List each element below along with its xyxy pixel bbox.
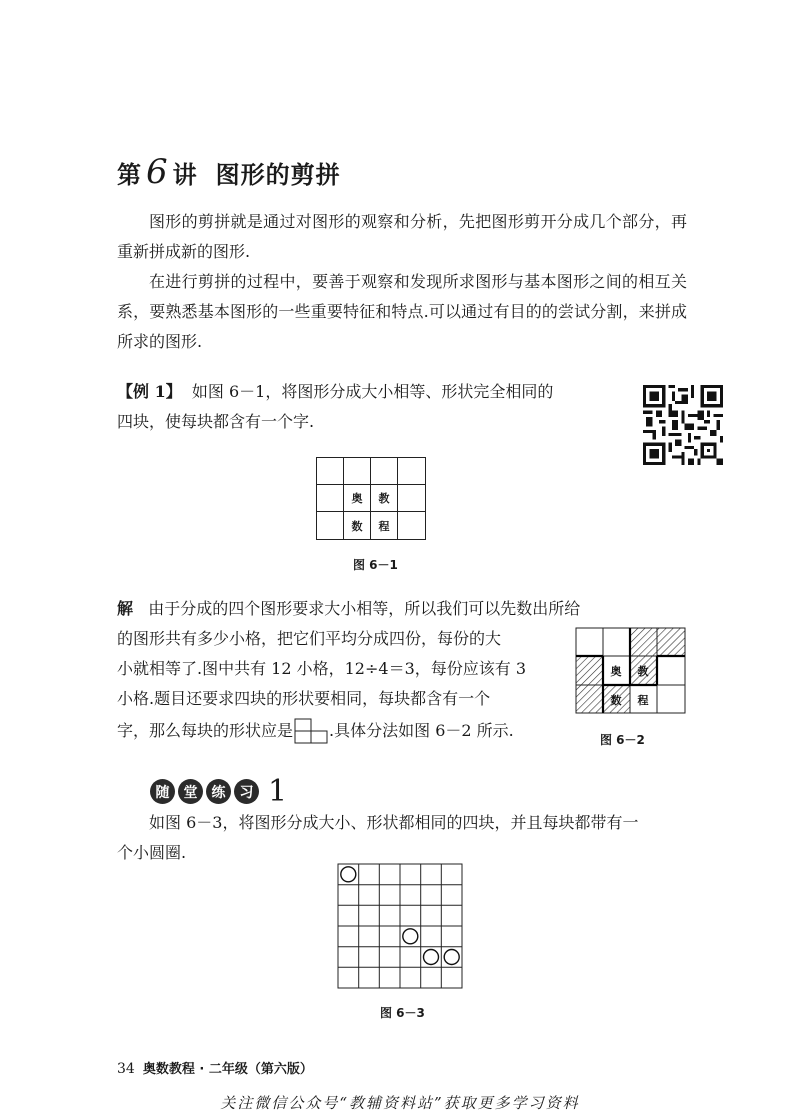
fig2-char: 程	[637, 694, 649, 707]
grid-cell	[316, 484, 344, 512]
qr-code-icon	[643, 385, 723, 465]
circle-marker	[444, 950, 459, 965]
grid-cell	[343, 457, 371, 485]
grid-cell	[397, 484, 426, 512]
lesson-name: 图形的剪拼	[215, 160, 341, 189]
solution-line-1: 由于分成的四个图形要求大小相等，所以我们可以先数出所给	[148, 599, 581, 618]
solution-line-3: 小就相等了.图中共有 12 小格，12÷4＝3，每份应该有 3	[117, 659, 527, 678]
practice-line-2: 个小圆圈.	[117, 843, 187, 862]
grid-cell: 程	[370, 511, 398, 540]
intro-text	[117, 207, 687, 357]
page-footer	[117, 1058, 313, 1077]
figure-6-1-grid	[316, 457, 426, 540]
l-tromino-shape-icon	[294, 718, 328, 744]
example-line-2: 四块，使每块都含有一个字.	[117, 412, 315, 431]
watermark-text: 关注微信公众号“教辅资料站”获取更多学习资料	[220, 1094, 580, 1112]
grid-cell	[370, 457, 398, 485]
circle-marker	[403, 929, 418, 944]
fig2-char: 奥	[610, 665, 622, 678]
page-number: 34	[117, 1061, 135, 1077]
solution	[117, 594, 581, 748]
lesson-number: 6	[146, 152, 169, 192]
circle-marker	[341, 867, 356, 882]
practice-badge: 习	[234, 779, 259, 804]
solution-line-4: 小格.题目还要求四块的形状要相同，每块都含有一个	[117, 689, 491, 708]
solution-line-5a: 字，那么每块的形状应是	[117, 721, 294, 740]
intro-paragraph-1: 图形的剪拼就是通过对图形的观察和分析，先把图形剪开分成几个部分，再重新拼成新的图形.	[117, 212, 687, 261]
lesson-prefix: 第	[117, 160, 142, 189]
figure-6-3-caption: 图 6－3	[380, 1006, 425, 1020]
grid-cell	[316, 457, 344, 485]
figure-6-2-caption: 图 6－2	[600, 733, 645, 747]
practice-text	[117, 808, 687, 868]
example-1	[117, 377, 637, 437]
practice-badge: 堂	[178, 779, 203, 804]
book-title: 奥数教程 · 二年级（第六版）	[142, 1062, 313, 1077]
grid-cell: 数	[343, 511, 371, 540]
solution-line-5b: .具体分法如图 6－2 所示.	[329, 721, 514, 740]
grid-cell: 奥	[343, 484, 371, 512]
solution-line-2: 的图形共有多少小格，把它们平均分成四份，每份的大	[117, 629, 502, 648]
figure-6-2-grid	[575, 627, 687, 715]
figure-6-1-caption: 图 6－1	[353, 558, 398, 572]
lesson-suffix: 讲	[172, 160, 198, 189]
grid-cell	[397, 511, 426, 540]
grid-cell	[397, 457, 426, 485]
practice-heading	[150, 774, 287, 809]
lesson-title	[117, 152, 341, 192]
solution-label: 解	[117, 599, 134, 618]
grid-cell: 教	[370, 484, 398, 512]
example-line-1: 如图 6－1，将图形分成大小相等、形状完全相同的	[191, 382, 554, 401]
circle-marker	[424, 950, 439, 965]
practice-badge: 练	[206, 779, 231, 804]
practice-badge: 随	[150, 779, 175, 804]
example-label: 【例 1】	[117, 382, 182, 401]
practice-number: 1	[268, 774, 288, 809]
practice-line-1: 如图 6－3，将图形分成大小、形状都相同的四块，并且每块都带有一	[149, 813, 639, 832]
fig2-char: 数	[610, 694, 622, 707]
intro-paragraph-2: 在进行剪拼的过程中，要善于观察和发现所求图形与基本图形之间的相互关系，要熟悉基本图形的一些重要特征和特点.可以通过有目的的尝试分割，来拼成所求的图形.	[117, 272, 687, 351]
fig2-char: 教	[637, 665, 649, 678]
figure-6-3-grid	[337, 863, 465, 991]
grid-cell	[316, 511, 344, 540]
